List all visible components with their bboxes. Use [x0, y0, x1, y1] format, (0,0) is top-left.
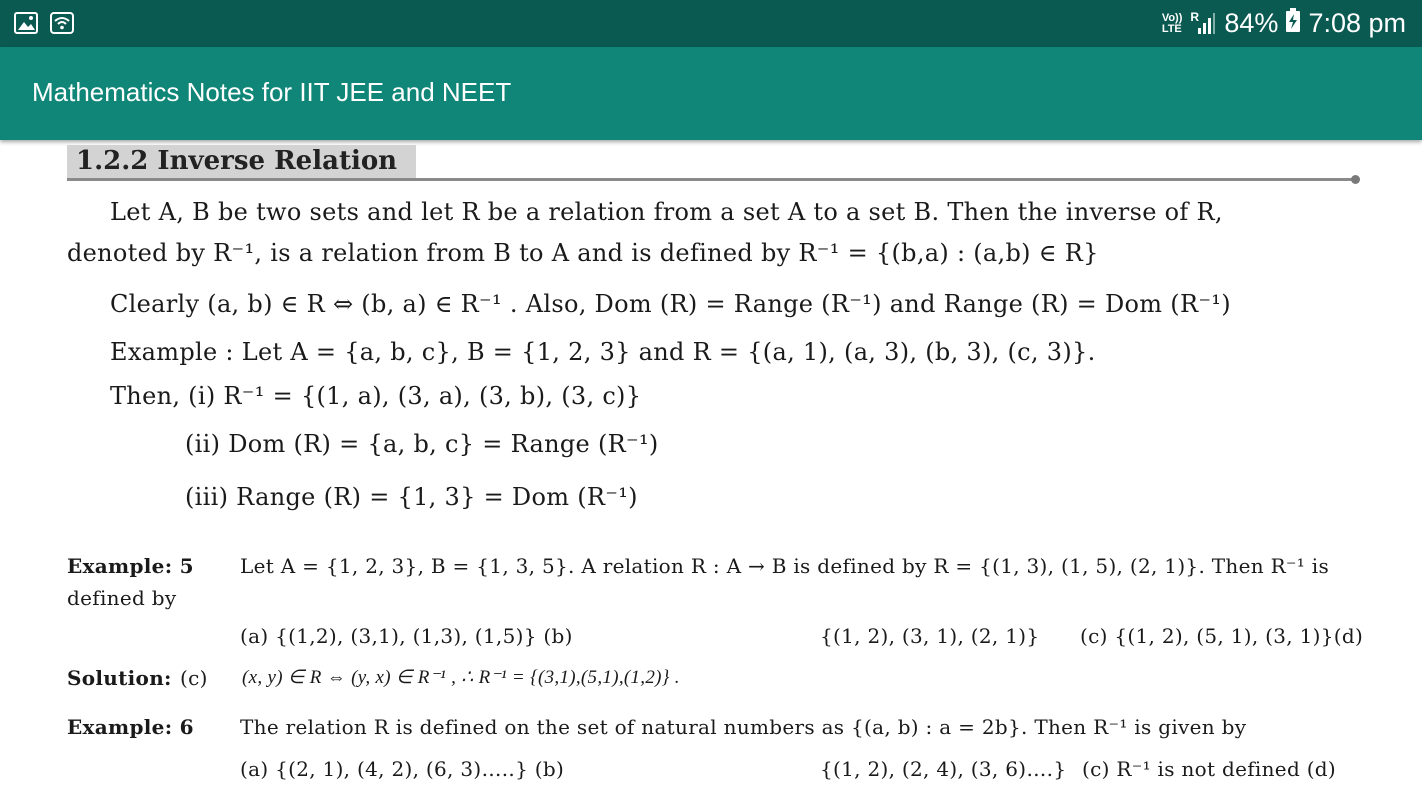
definition-line-1: Let A, B be two sets and let R be a relation from a set A to a set B. Then the inverse of R,: [110, 198, 1223, 226]
volte-indicator: [1162, 13, 1183, 35]
example-line: Example : Let A = {a, b, c}, B = {1, 2, 3} and R = {(a, 1), (a, 3), (b, 3), (c, 3)}.: [110, 338, 1096, 366]
solution-label: Solution:: [67, 666, 172, 690]
lte-label: LTE: [1161, 22, 1182, 35]
app-title: Mathematics Notes for IIT JEE and NEET: [32, 77, 512, 107]
example5-question-cont: defined by: [67, 586, 177, 610]
definition-line-2: denoted by R⁻¹, is a relation from B to A and is defined by R⁻¹ = {(b,a) : (a,b) ∈ R}: [67, 239, 1099, 267]
battery-percentage: 84%: [1224, 8, 1279, 38]
solution-text: (x, y) ∈ R ⇔ (y, x) ∈ R⁻¹ , ∴ R⁻¹ = {(3,1),(5,1),(1,2)} .: [242, 667, 680, 688]
example5-question: Let A = {1, 2, 3}, B = {1, 3, 5}. A relation R : A → B is defined by R = {(1, 3), (1, 5), (2, 1)}. Then R⁻¹ is: [240, 554, 1330, 578]
example6-option-b: {(1, 2), (2, 4), (3, 6)….}: [820, 757, 1067, 781]
then-line-iii: (iii) Range (R) = {1, 3} = Dom (R⁻¹): [185, 483, 638, 511]
example6-label: Example: 6: [67, 715, 194, 739]
example5-label: Example: 5: [67, 554, 194, 578]
then-line-ii: (ii) Dom (R) = {a, b, c} = Range (R⁻¹): [185, 430, 659, 458]
example6-option-c: (c) R⁻¹ is not defined (d): [1082, 757, 1337, 781]
example5-option-c: (c) {(1, 2), (5, 1), (3, 1)}(d): [1080, 624, 1364, 648]
status-bar: [0, 0, 1422, 47]
clock: 7:08 pm: [1308, 8, 1406, 38]
example5-option-a: (a) {(1,2), (3,1), (1,3), (1,5)} (b): [240, 624, 573, 648]
signal-icon: [1190, 9, 1216, 36]
clearly-line: Clearly (a, b) ∈ R ⇔ (b, a) ∈ R⁻¹ . Also, Dom (R) = Range (R⁻¹) and Range (R) = Dom (R⁻¹): [110, 290, 1231, 318]
example5-option-b: {(1, 2), (3, 1), (2, 1)}: [820, 624, 1040, 648]
example6-option-a: (a) {(2, 1), (4, 2), (6, 3)…..} (b): [240, 757, 565, 781]
gallery-icon: [14, 12, 38, 38]
solution-answer: (c): [180, 666, 208, 690]
divider-dot: [1351, 175, 1360, 184]
section-heading: 1.2.2 Inverse Relation: [76, 146, 398, 176]
document-content[interactable]: [0, 140, 1422, 800]
example6-question: The relation R is defined on the set of natural numbers as {(a, b) : a = 2b}. Then R⁻¹ is given by: [240, 715, 1247, 739]
wifi-icon: [50, 12, 74, 38]
then-line-i: Then, (i) R⁻¹ = {(1, a), (3, a), (3, b), (3, c)}: [110, 382, 642, 410]
battery-charging-icon: [1286, 8, 1300, 39]
signal-roaming-label: R: [1190, 9, 1200, 24]
volte-label: Vo)): [1161, 11, 1183, 24]
section-divider: [67, 178, 1355, 181]
app-bar: [0, 47, 1422, 140]
